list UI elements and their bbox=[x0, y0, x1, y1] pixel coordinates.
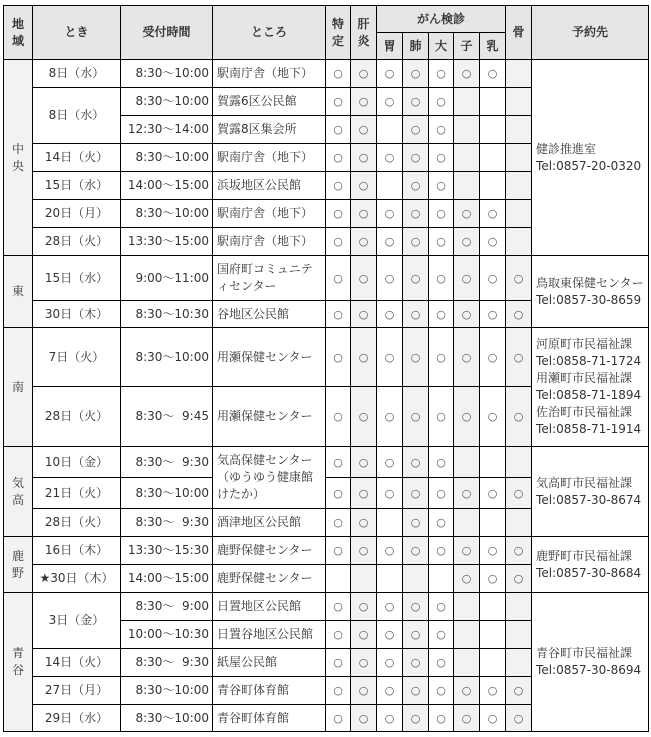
header-date: とき bbox=[33, 6, 121, 60]
lung-mark-cell: ○ bbox=[403, 677, 429, 705]
contact-cell bbox=[532, 256, 649, 328]
table-row bbox=[4, 256, 649, 301]
kanen-mark-cell bbox=[351, 565, 377, 593]
stomach-mark-cell: ○ bbox=[377, 537, 403, 565]
breast-mark-cell: ○ bbox=[480, 478, 506, 509]
colon-mark-cell: ○ bbox=[429, 705, 454, 732]
place-cell: 駅南庁舎（地下） bbox=[213, 60, 326, 88]
place-cell: 鹿野保健センター bbox=[213, 537, 326, 565]
tokutei-mark-cell: ○ bbox=[326, 228, 351, 256]
table-row bbox=[4, 328, 649, 387]
place-cell: 賀露8区集会所 bbox=[213, 116, 326, 144]
stomach-mark-cell: ○ bbox=[377, 649, 403, 677]
region-cell: 気 高 bbox=[4, 447, 33, 537]
kanen-mark-cell: ○ bbox=[351, 705, 377, 732]
kanen-mark-cell: ○ bbox=[351, 447, 377, 478]
region-cell: 青 谷 bbox=[4, 593, 33, 732]
tokutei-mark-cell: ○ bbox=[326, 509, 351, 537]
contact-cell bbox=[532, 328, 649, 447]
time-cell: 8:30～ 9:45 bbox=[121, 387, 213, 447]
colon-mark-cell: ○ bbox=[429, 387, 454, 447]
contact-phone: Tel:0857-20-0320 bbox=[536, 158, 642, 173]
bone-mark-cell bbox=[506, 228, 532, 256]
uterus-mark-cell: ○ bbox=[454, 537, 480, 565]
tokutei-mark-cell: ○ bbox=[326, 116, 351, 144]
bone-mark-cell bbox=[506, 144, 532, 172]
header-cancer-screening: がん検診 bbox=[377, 6, 506, 33]
tokutei-mark-cell: ○ bbox=[326, 328, 351, 387]
bone-mark-cell bbox=[506, 509, 532, 537]
uterus-mark-cell: ○ bbox=[454, 387, 480, 447]
lung-mark-cell: ○ bbox=[403, 328, 429, 387]
contact-phone: Tel:0857-30-8674 bbox=[536, 492, 642, 507]
date-cell: 21日（火） bbox=[33, 478, 121, 509]
kanen-mark-cell: ○ bbox=[351, 649, 377, 677]
place-cell: 駅南庁舎（地下） bbox=[213, 200, 326, 228]
bone-mark-cell: ○ bbox=[506, 705, 532, 732]
table-row bbox=[4, 60, 649, 88]
contact-cell bbox=[532, 593, 649, 732]
tokutei-mark-cell: ○ bbox=[326, 144, 351, 172]
breast-mark-cell: ○ bbox=[480, 705, 506, 732]
colon-mark-cell: ○ bbox=[429, 621, 454, 649]
header-stomach: 胃 bbox=[377, 33, 403, 60]
date-cell: 14日（火） bbox=[33, 649, 121, 677]
colon-mark-cell bbox=[429, 565, 454, 593]
colon-mark-cell: ○ bbox=[429, 144, 454, 172]
stomach-mark-cell: ○ bbox=[377, 60, 403, 88]
header-breast: 乳 bbox=[480, 33, 506, 60]
breast-mark-cell bbox=[480, 116, 506, 144]
table-row bbox=[4, 447, 649, 478]
lung-mark-cell: ○ bbox=[403, 593, 429, 621]
colon-mark-cell: ○ bbox=[429, 88, 454, 116]
time-cell: 10:00～10:30 bbox=[121, 621, 213, 649]
lung-mark-cell: ○ bbox=[403, 144, 429, 172]
colon-mark-cell: ○ bbox=[429, 593, 454, 621]
tokutei-mark-cell bbox=[326, 565, 351, 593]
region-cell: 鹿 野 bbox=[4, 537, 33, 593]
kanen-mark-cell: ○ bbox=[351, 478, 377, 509]
bone-mark-cell: ○ bbox=[506, 537, 532, 565]
stomach-mark-cell: ○ bbox=[377, 88, 403, 116]
tokutei-mark-cell: ○ bbox=[326, 705, 351, 732]
uterus-mark-cell: ○ bbox=[454, 478, 480, 509]
date-cell: 20日（月） bbox=[33, 200, 121, 228]
place-cell: 用瀬保健センター bbox=[213, 328, 326, 387]
date-cell: 15日（水） bbox=[33, 256, 121, 301]
stomach-mark-cell bbox=[377, 509, 403, 537]
lung-mark-cell: ○ bbox=[403, 60, 429, 88]
place-cell: 青谷町体育館 bbox=[213, 705, 326, 732]
kanen-mark-cell: ○ bbox=[351, 200, 377, 228]
colon-mark-cell: ○ bbox=[429, 116, 454, 144]
tokutei-mark-cell: ○ bbox=[326, 537, 351, 565]
time-cell: 8:30～10:00 bbox=[121, 705, 213, 732]
date-cell: 10日（金） bbox=[33, 447, 121, 478]
stomach-mark-cell: ○ bbox=[377, 593, 403, 621]
hdr-region-text: 地 域 bbox=[11, 16, 24, 48]
time-cell: 12:30～14:00 bbox=[121, 116, 213, 144]
uterus-mark-cell bbox=[454, 621, 480, 649]
contact-office: 鳥取東保健センター bbox=[536, 275, 644, 290]
time-cell: 8:30～ 9:30 bbox=[121, 509, 213, 537]
table-row bbox=[4, 593, 649, 621]
breast-mark-cell: ○ bbox=[480, 60, 506, 88]
tokutei-mark-cell: ○ bbox=[326, 387, 351, 447]
time-cell: 14:00～15:00 bbox=[121, 172, 213, 200]
uterus-mark-cell bbox=[454, 593, 480, 621]
breast-mark-cell bbox=[480, 593, 506, 621]
contact-cell bbox=[532, 537, 649, 593]
bone-mark-cell bbox=[506, 621, 532, 649]
date-cell: 8日（水） bbox=[33, 88, 121, 144]
bone-mark-cell: ○ bbox=[506, 301, 532, 328]
time-cell: 8:30～10:00 bbox=[121, 144, 213, 172]
health-checkup-schedule-table bbox=[3, 5, 649, 732]
stomach-mark-cell: ○ bbox=[377, 705, 403, 732]
bone-mark-cell: ○ bbox=[506, 328, 532, 387]
contact-office: 佐治町市民福祉課 bbox=[536, 405, 633, 419]
breast-mark-cell: ○ bbox=[480, 565, 506, 593]
contact-phone: Tel:0858-71-1914 bbox=[536, 422, 642, 436]
time-cell: 8:30～10:00 bbox=[121, 677, 213, 705]
uterus-mark-cell bbox=[454, 447, 480, 478]
contact-office: 鹿野町市民福祉課 bbox=[536, 548, 633, 563]
breast-mark-cell bbox=[480, 621, 506, 649]
uterus-mark-cell bbox=[454, 88, 480, 116]
time-cell: 13:30～15:00 bbox=[121, 228, 213, 256]
contact-phone: Tel:0857-30-8694 bbox=[536, 663, 642, 677]
bone-mark-cell: ○ bbox=[506, 565, 532, 593]
lung-mark-cell: ○ bbox=[403, 387, 429, 447]
contact-office: 用瀬町市民福祉課 bbox=[536, 371, 633, 385]
tokutei-mark-cell: ○ bbox=[326, 301, 351, 328]
uterus-mark-cell: ○ bbox=[454, 328, 480, 387]
kanen-mark-cell: ○ bbox=[351, 60, 377, 88]
header-bone: 骨 bbox=[506, 6, 532, 60]
breast-mark-cell bbox=[480, 447, 506, 478]
date-cell: 30日（木） bbox=[33, 301, 121, 328]
lung-mark-cell: ○ bbox=[403, 649, 429, 677]
time-cell: 8:30～10:00 bbox=[121, 478, 213, 509]
hdr-tokutei-text: 特 定 bbox=[331, 16, 344, 48]
colon-mark-cell: ○ bbox=[429, 60, 454, 88]
colon-mark-cell: ○ bbox=[429, 509, 454, 537]
table-row bbox=[4, 537, 649, 565]
hdr-kanen-text: 肝 炎 bbox=[357, 16, 370, 48]
tokutei-mark-cell: ○ bbox=[326, 60, 351, 88]
bone-mark-cell bbox=[506, 60, 532, 88]
bone-mark-cell bbox=[506, 200, 532, 228]
colon-mark-cell: ○ bbox=[429, 172, 454, 200]
bone-mark-cell bbox=[506, 88, 532, 116]
kanen-mark-cell: ○ bbox=[351, 509, 377, 537]
lung-mark-cell: ○ bbox=[403, 88, 429, 116]
header-contact: 予約先 bbox=[532, 6, 649, 60]
date-cell: 28日（火） bbox=[33, 228, 121, 256]
schedule-body bbox=[4, 60, 649, 732]
contact-cell bbox=[532, 60, 649, 256]
place-cell: 鹿野保健センター bbox=[213, 565, 326, 593]
tokutei-mark-cell: ○ bbox=[326, 88, 351, 116]
uterus-mark-cell bbox=[454, 649, 480, 677]
time-cell: 8:30～ 9:30 bbox=[121, 447, 213, 478]
lung-mark-cell: ○ bbox=[403, 200, 429, 228]
contact-office: 青谷町市民福祉課 bbox=[536, 646, 633, 660]
breast-mark-cell: ○ bbox=[480, 256, 506, 301]
uterus-mark-cell: ○ bbox=[454, 200, 480, 228]
stomach-mark-cell: ○ bbox=[377, 677, 403, 705]
stomach-mark-cell: ○ bbox=[377, 256, 403, 301]
lung-mark-cell: ○ bbox=[403, 621, 429, 649]
breast-mark-cell bbox=[480, 649, 506, 677]
stomach-mark-cell bbox=[377, 116, 403, 144]
uterus-mark-cell: ○ bbox=[454, 565, 480, 593]
time-cell: 8:30～ 9:30 bbox=[121, 649, 213, 677]
lung-mark-cell: ○ bbox=[403, 172, 429, 200]
breast-mark-cell: ○ bbox=[480, 677, 506, 705]
region-cell: 東 bbox=[4, 256, 33, 328]
contact-office: 河原町市民福祉課 bbox=[536, 337, 633, 351]
colon-mark-cell: ○ bbox=[429, 256, 454, 301]
time-cell: 8:30～10:00 bbox=[121, 60, 213, 88]
uterus-mark-cell: ○ bbox=[454, 256, 480, 301]
kanen-mark-cell: ○ bbox=[351, 537, 377, 565]
date-cell: 28日（火） bbox=[33, 509, 121, 537]
colon-mark-cell: ○ bbox=[429, 228, 454, 256]
place-cell: 気高保健センター（ゆうゆう健康館けたか） bbox=[213, 447, 326, 509]
header-uterus: 子 bbox=[454, 33, 480, 60]
colon-mark-cell: ○ bbox=[429, 328, 454, 387]
stomach-mark-cell: ○ bbox=[377, 228, 403, 256]
uterus-mark-cell bbox=[454, 172, 480, 200]
time-cell: 8:30～10:30 bbox=[121, 301, 213, 328]
header-region bbox=[4, 6, 33, 60]
stomach-mark-cell: ○ bbox=[377, 328, 403, 387]
lung-mark-cell: ○ bbox=[403, 705, 429, 732]
stomach-mark-cell: ○ bbox=[377, 387, 403, 447]
tokutei-mark-cell: ○ bbox=[326, 478, 351, 509]
breast-mark-cell bbox=[480, 172, 506, 200]
lung-mark-cell: ○ bbox=[403, 537, 429, 565]
stomach-mark-cell: ○ bbox=[377, 447, 403, 478]
bone-mark-cell bbox=[506, 447, 532, 478]
tokutei-mark-cell: ○ bbox=[326, 447, 351, 478]
lung-mark-cell: ○ bbox=[403, 256, 429, 301]
place-cell: 日置地区公民館 bbox=[213, 593, 326, 621]
date-cell: ★30日（木） bbox=[33, 565, 121, 593]
colon-mark-cell: ○ bbox=[429, 200, 454, 228]
kanen-mark-cell: ○ bbox=[351, 387, 377, 447]
time-cell: 9:00～11:00 bbox=[121, 256, 213, 301]
header-place: ところ bbox=[213, 6, 326, 60]
breast-mark-cell: ○ bbox=[480, 328, 506, 387]
tokutei-mark-cell: ○ bbox=[326, 621, 351, 649]
colon-mark-cell: ○ bbox=[429, 447, 454, 478]
place-cell: 駅南庁舎（地下） bbox=[213, 228, 326, 256]
kanen-mark-cell: ○ bbox=[351, 172, 377, 200]
colon-mark-cell: ○ bbox=[429, 301, 454, 328]
time-cell: 8:30～10:00 bbox=[121, 328, 213, 387]
colon-mark-cell: ○ bbox=[429, 478, 454, 509]
kanen-mark-cell: ○ bbox=[351, 301, 377, 328]
uterus-mark-cell: ○ bbox=[454, 677, 480, 705]
bone-mark-cell: ○ bbox=[506, 677, 532, 705]
time-cell: 8:30～10:00 bbox=[121, 88, 213, 116]
bone-mark-cell: ○ bbox=[506, 256, 532, 301]
breast-mark-cell: ○ bbox=[480, 200, 506, 228]
header-colon: 大 bbox=[429, 33, 454, 60]
date-cell: 15日（水） bbox=[33, 172, 121, 200]
date-cell: 3日（金） bbox=[33, 593, 121, 649]
place-cell: 青谷町体育館 bbox=[213, 677, 326, 705]
time-cell: 14:00～15:00 bbox=[121, 565, 213, 593]
uterus-mark-cell: ○ bbox=[454, 228, 480, 256]
kanen-mark-cell: ○ bbox=[351, 621, 377, 649]
uterus-mark-cell: ○ bbox=[454, 705, 480, 732]
colon-mark-cell: ○ bbox=[429, 537, 454, 565]
date-cell: 8日（水） bbox=[33, 60, 121, 88]
header-lung: 肺 bbox=[403, 33, 429, 60]
breast-mark-cell bbox=[480, 509, 506, 537]
date-cell: 14日（火） bbox=[33, 144, 121, 172]
header-time: 受付時間 bbox=[121, 6, 213, 60]
contact-phone: Tel:0858-71-1724 bbox=[536, 354, 642, 368]
bone-mark-cell bbox=[506, 649, 532, 677]
breast-mark-cell bbox=[480, 144, 506, 172]
time-cell: 8:30～10:00 bbox=[121, 200, 213, 228]
place-cell: 日置谷地区公民館 bbox=[213, 621, 326, 649]
place-cell: 浜坂地区公民館 bbox=[213, 172, 326, 200]
breast-mark-cell bbox=[480, 88, 506, 116]
kanen-mark-cell: ○ bbox=[351, 116, 377, 144]
kanen-mark-cell: ○ bbox=[351, 328, 377, 387]
region-cell: 中 央 bbox=[4, 60, 33, 256]
bone-mark-cell bbox=[506, 116, 532, 144]
colon-mark-cell: ○ bbox=[429, 677, 454, 705]
kanen-mark-cell: ○ bbox=[351, 144, 377, 172]
stomach-mark-cell: ○ bbox=[377, 478, 403, 509]
breast-mark-cell: ○ bbox=[480, 387, 506, 447]
tokutei-mark-cell: ○ bbox=[326, 677, 351, 705]
lung-mark-cell: ○ bbox=[403, 228, 429, 256]
place-cell: 紙屋公民館 bbox=[213, 649, 326, 677]
kanen-mark-cell: ○ bbox=[351, 256, 377, 301]
uterus-mark-cell: ○ bbox=[454, 301, 480, 328]
place-cell: 駅南庁舎（地下） bbox=[213, 144, 326, 172]
lung-mark-cell: ○ bbox=[403, 478, 429, 509]
date-cell: 7日（火） bbox=[33, 328, 121, 387]
contact-phone: Tel:0857-30-8684 bbox=[536, 565, 642, 580]
breast-mark-cell: ○ bbox=[480, 228, 506, 256]
kanen-mark-cell: ○ bbox=[351, 88, 377, 116]
region-cell: 南 bbox=[4, 328, 33, 447]
stomach-mark-cell bbox=[377, 172, 403, 200]
uterus-mark-cell: ○ bbox=[454, 60, 480, 88]
kanen-mark-cell: ○ bbox=[351, 228, 377, 256]
kanen-mark-cell: ○ bbox=[351, 677, 377, 705]
tokutei-mark-cell: ○ bbox=[326, 649, 351, 677]
lung-mark-cell: ○ bbox=[403, 116, 429, 144]
colon-mark-cell: ○ bbox=[429, 649, 454, 677]
lung-mark-cell: ○ bbox=[403, 447, 429, 478]
contact-phone: Tel:0857-30-8659 bbox=[536, 292, 642, 307]
time-cell: 13:30～15:30 bbox=[121, 537, 213, 565]
stomach-mark-cell: ○ bbox=[377, 200, 403, 228]
bone-mark-cell: ○ bbox=[506, 387, 532, 447]
uterus-mark-cell bbox=[454, 509, 480, 537]
contact-cell bbox=[532, 447, 649, 537]
place-cell: 谷地区公民館 bbox=[213, 301, 326, 328]
bone-mark-cell: ○ bbox=[506, 478, 532, 509]
tokutei-mark-cell: ○ bbox=[326, 172, 351, 200]
uterus-mark-cell bbox=[454, 144, 480, 172]
header-kanen bbox=[351, 6, 377, 60]
date-cell: 29日（水） bbox=[33, 705, 121, 732]
lung-mark-cell: ○ bbox=[403, 301, 429, 328]
bone-mark-cell bbox=[506, 593, 532, 621]
place-cell: 賀露6区公民館 bbox=[213, 88, 326, 116]
stomach-mark-cell bbox=[377, 565, 403, 593]
contact-office: 健診推進室 bbox=[536, 141, 597, 156]
time-cell: 8:30～ 9:00 bbox=[121, 593, 213, 621]
date-cell: 16日（木） bbox=[33, 537, 121, 565]
lung-mark-cell bbox=[403, 565, 429, 593]
place-cell: 用瀬保健センター bbox=[213, 387, 326, 447]
tokutei-mark-cell: ○ bbox=[326, 593, 351, 621]
stomach-mark-cell: ○ bbox=[377, 144, 403, 172]
stomach-mark-cell: ○ bbox=[377, 301, 403, 328]
breast-mark-cell: ○ bbox=[480, 301, 506, 328]
date-cell: 28日（火） bbox=[33, 387, 121, 447]
bone-mark-cell bbox=[506, 172, 532, 200]
lung-mark-cell: ○ bbox=[403, 509, 429, 537]
breast-mark-cell: ○ bbox=[480, 537, 506, 565]
place-cell: 酒津地区公民館 bbox=[213, 509, 326, 537]
uterus-mark-cell bbox=[454, 116, 480, 144]
tokutei-mark-cell: ○ bbox=[326, 200, 351, 228]
date-cell: 27日（月） bbox=[33, 677, 121, 705]
header-tokutei bbox=[326, 6, 351, 60]
contact-office: 気高町市民福祉課 bbox=[536, 475, 633, 490]
kanen-mark-cell: ○ bbox=[351, 593, 377, 621]
tokutei-mark-cell: ○ bbox=[326, 256, 351, 301]
contact-phone: Tel:0858-71-1894 bbox=[536, 388, 642, 402]
place-cell: 国府町コミュニティセンター bbox=[213, 256, 326, 301]
stomach-mark-cell: ○ bbox=[377, 621, 403, 649]
